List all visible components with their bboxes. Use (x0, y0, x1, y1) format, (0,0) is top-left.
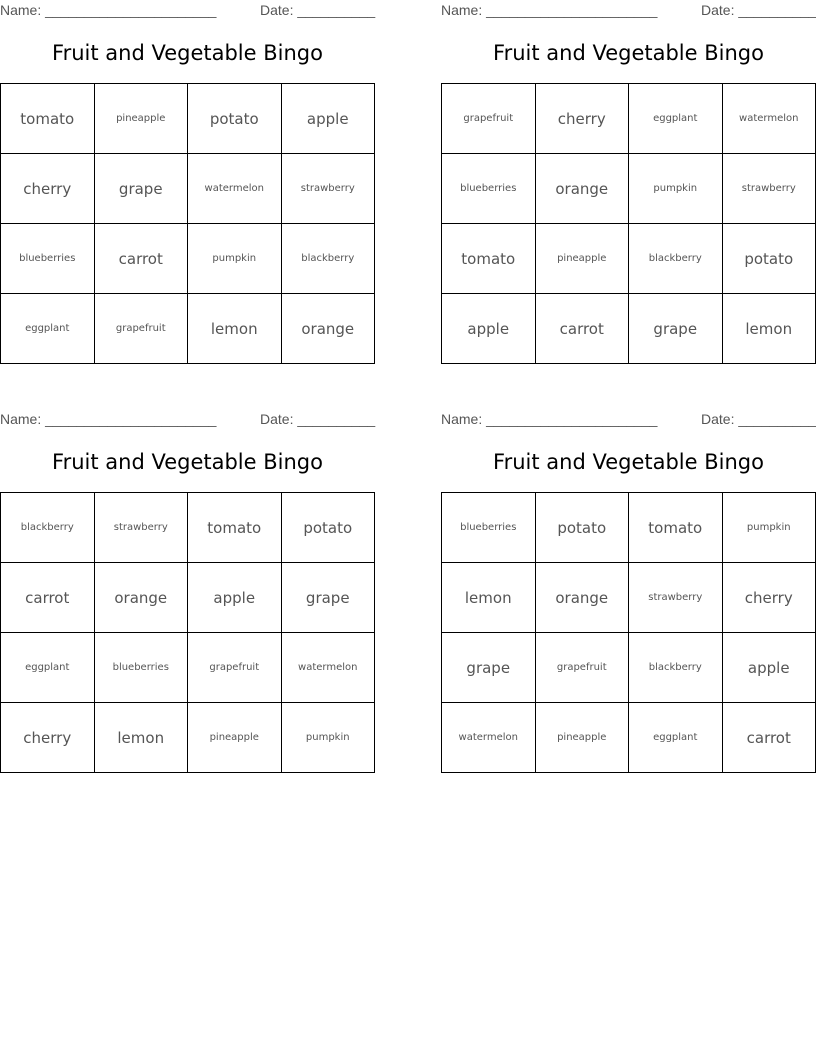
bingo-cell: tomato (188, 493, 282, 563)
bingo-cell: strawberry (94, 493, 188, 563)
bingo-cell: orange (535, 563, 629, 633)
bingo-cell: tomato (1, 84, 95, 154)
bingo-cell: grape (629, 294, 723, 364)
bingo-cell: blackberry (1, 493, 95, 563)
bingo-cell: pineapple (94, 84, 188, 154)
grid-row (442, 84, 816, 154)
bingo-cell: grapefruit (535, 633, 629, 703)
bingo-cell: lemon (722, 294, 816, 364)
bingo-cell: carrot (535, 294, 629, 364)
bingo-grid (441, 492, 816, 773)
grid-row (1, 493, 375, 563)
bingo-cell: blueberries (94, 633, 188, 703)
bingo-cell: blackberry (281, 224, 375, 294)
grid-row (1, 224, 375, 294)
bingo-card-4 (441, 409, 816, 774)
bingo-cell: eggplant (629, 84, 723, 154)
grid-row (442, 224, 816, 294)
bingo-cell: blueberries (442, 493, 536, 563)
bingo-cell: blackberry (629, 633, 723, 703)
date-field-label: Date: __________ (701, 2, 816, 18)
name-field-label: Name: ______________________ (441, 411, 658, 427)
bingo-cell: blueberries (1, 224, 95, 294)
bingo-cell: watermelon (442, 703, 536, 773)
bingo-cell: cherry (1, 703, 95, 773)
bingo-cell: lemon (188, 294, 282, 364)
card-header (441, 0, 816, 22)
bingo-cell: lemon (94, 703, 188, 773)
card-title: Fruit and Vegetable Bingo (493, 450, 764, 474)
bingo-cell: blackberry (629, 224, 723, 294)
bingo-cell: orange (281, 294, 375, 364)
grid-row (442, 563, 816, 633)
bingo-cell: eggplant (629, 703, 723, 773)
bingo-cell: pineapple (188, 703, 282, 773)
bingo-cell: apple (722, 633, 816, 703)
bingo-cell: lemon (442, 563, 536, 633)
card-header (441, 409, 816, 431)
grid-row (442, 154, 816, 224)
bingo-cell: watermelon (281, 633, 375, 703)
grid-row (442, 493, 816, 563)
date-field-label: Date: __________ (701, 411, 816, 427)
bingo-cell: blueberries (442, 154, 536, 224)
bingo-card-3 (0, 409, 375, 774)
grid-row (1, 84, 375, 154)
bingo-grid (0, 492, 375, 773)
bingo-cell: grapefruit (94, 294, 188, 364)
bingo-cell: pumpkin (188, 224, 282, 294)
date-field-label: Date: __________ (260, 2, 376, 18)
bingo-cell: carrot (94, 224, 188, 294)
bingo-cell: carrot (722, 703, 816, 773)
name-field-label: Name: ______________________ (0, 2, 217, 18)
bingo-cell: watermelon (188, 154, 282, 224)
bingo-cell: tomato (629, 493, 723, 563)
bingo-cell: pineapple (535, 224, 629, 294)
bingo-cell: cherry (535, 84, 629, 154)
bingo-cell: cherry (1, 154, 95, 224)
bingo-grid (441, 83, 816, 364)
card-header (0, 0, 375, 22)
card-title: Fruit and Vegetable Bingo (52, 450, 323, 474)
card-title: Fruit and Vegetable Bingo (493, 41, 764, 65)
grid-row (1, 703, 375, 773)
bingo-cell: strawberry (629, 563, 723, 633)
grid-row (1, 563, 375, 633)
date-field-label: Date: __________ (260, 411, 376, 427)
card-header (0, 409, 375, 431)
bingo-cell: potato (722, 224, 816, 294)
bingo-cell: strawberry (281, 154, 375, 224)
grid-row (442, 633, 816, 703)
bingo-cell: potato (281, 493, 375, 563)
bingo-cell: pumpkin (281, 703, 375, 773)
bingo-cell: eggplant (1, 633, 95, 703)
bingo-cell: pineapple (535, 703, 629, 773)
bingo-grid (0, 83, 375, 364)
bingo-cell: pumpkin (722, 493, 816, 563)
bingo-cell: apple (281, 84, 375, 154)
bingo-cell: eggplant (1, 294, 95, 364)
grid-row (1, 294, 375, 364)
grid-row (442, 294, 816, 364)
bingo-cell: apple (188, 563, 282, 633)
bingo-cell: grape (94, 154, 188, 224)
bingo-cell: apple (442, 294, 536, 364)
bingo-cell: orange (94, 563, 188, 633)
bingo-cell: pumpkin (629, 154, 723, 224)
name-field-label: Name: ______________________ (441, 2, 658, 18)
bingo-cell: watermelon (722, 84, 816, 154)
bingo-cell: grapefruit (442, 84, 536, 154)
bingo-cell: potato (535, 493, 629, 563)
card-title: Fruit and Vegetable Bingo (52, 41, 323, 65)
bingo-cell: tomato (442, 224, 536, 294)
bingo-cell: cherry (722, 563, 816, 633)
grid-row (1, 633, 375, 703)
bingo-cell: carrot (1, 563, 95, 633)
bingo-cell: potato (188, 84, 282, 154)
grid-row (442, 703, 816, 773)
bingo-cell: grape (442, 633, 536, 703)
bingo-cell: grape (281, 563, 375, 633)
name-field-label: Name: ______________________ (0, 411, 217, 427)
bingo-cell: orange (535, 154, 629, 224)
bingo-cell: strawberry (722, 154, 816, 224)
bingo-cell: grapefruit (188, 633, 282, 703)
grid-row (1, 154, 375, 224)
bingo-card-2 (441, 0, 816, 365)
bingo-card-1 (0, 0, 375, 365)
